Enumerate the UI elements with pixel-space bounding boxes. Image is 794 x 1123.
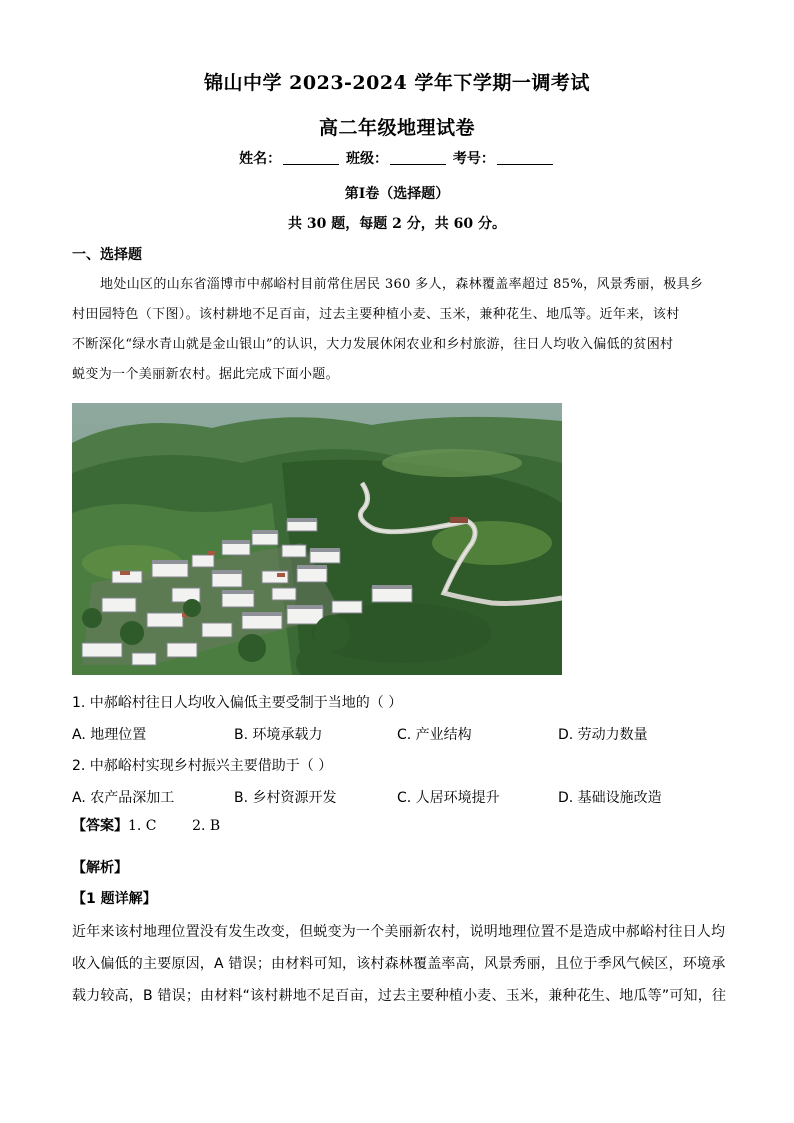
question-1-stem: 1. 中郝峪村往日人均收入偏低主要受制于当地的（ ） xyxy=(72,695,403,711)
exam-no-blank[interactable] xyxy=(497,150,553,165)
question-2-option-d[interactable]: D. 基础设施改造 xyxy=(558,790,662,806)
question-1-option-c[interactable]: C. 产业结构 xyxy=(397,727,472,743)
passage-line: 不断深化“绿水青山就是金山银山”的认识，大力发展休闲农业和乡村旅游，往日人均收入偏低的贫困村 xyxy=(72,337,674,352)
class-blank[interactable] xyxy=(390,150,446,165)
question-2-stem: 2. 中郝峪村实现乡村振兴主要借助于（ ） xyxy=(72,758,333,774)
question-2-option-b[interactable]: B. 乡村资源开发 xyxy=(234,790,337,806)
exam-no-label: 考号： xyxy=(452,151,495,167)
section-title: 一、选择题 xyxy=(72,247,142,263)
question-2-option-c[interactable]: C. 人居环境提升 xyxy=(397,790,500,806)
name-blank[interactable] xyxy=(283,150,339,165)
passage-line: 地处山区的山东省淄博市中郝峪村目前常住居民 360 多人，森林覆盖率超过 85%，风景秀丽，极具乡 xyxy=(100,277,704,292)
volume-heading: 第Ⅰ卷（选择题） xyxy=(344,186,450,202)
question-1-option-d[interactable]: D. 劳动力数量 xyxy=(558,727,648,743)
detail-heading: 【1 题详解】 xyxy=(72,891,157,907)
analysis-label: 【解析】 xyxy=(72,860,128,876)
exam-subtitle: 高二年级地理试卷 xyxy=(318,117,475,139)
student-info-line xyxy=(0,148,794,168)
name-label: 姓名： xyxy=(239,151,282,167)
explanation-line: 近年来该村地理位置没有发生改变，但蜕变为一个美丽新农村，说明地理位置不是造成中郝峪村往日人均 xyxy=(72,924,726,940)
explanation-line: 收入偏低的主要原因，A 错误；由材料可知，该村森林覆盖率高，风景秀丽，且位于季风气候区，环境承 xyxy=(72,956,726,972)
exam-title: 锦山中学 2023-2024 学年下学期一调考试 xyxy=(204,72,590,94)
passage-line: 村田园特色（下图）。该村耕地不足百亩，过去主要种植小麦、玉米，兼种花生、地瓜等。近年来，该村 xyxy=(72,307,680,322)
class-label: 班级： xyxy=(346,151,388,167)
question-1-option-b[interactable]: B. 环境承载力 xyxy=(234,727,323,743)
answer-line xyxy=(72,815,220,835)
answer-label: 【答案】 xyxy=(72,818,128,834)
score-info: 共 30 题，每题 2 分，共 60 分。 xyxy=(288,216,506,232)
question-2-option-a[interactable]: A. 农产品深加工 xyxy=(72,790,175,806)
village-photo-illustration xyxy=(72,403,562,675)
village-aerial-photo xyxy=(72,403,562,675)
answer-text: 1. C 2. B xyxy=(128,818,221,834)
explanation-line: 载力较高，B 错误；由材料“该村耕地不足百亩，过去主要种植小麦、玉米，兼种花生、地瓜等”可知，往 xyxy=(72,988,727,1004)
passage-line: 蜕变为一个美丽新农村。据此完成下面小题。 xyxy=(72,367,340,382)
question-1-option-a[interactable]: A. 地理位置 xyxy=(72,727,147,743)
